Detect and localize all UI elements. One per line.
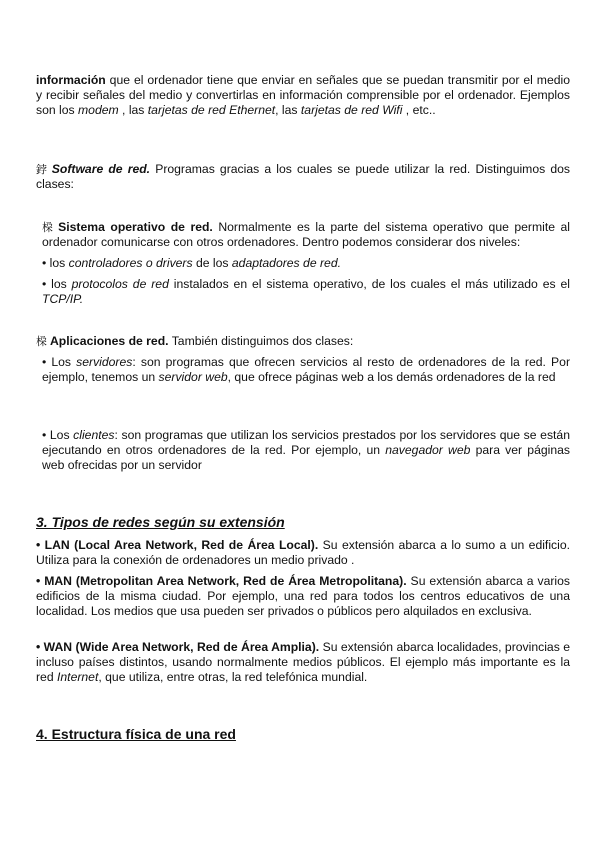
clients-text-2: para ver páginas web ofrecidas por un servidor xyxy=(42,443,570,472)
servers-italic-web: servidor web xyxy=(158,370,228,384)
bullet-glyph-icon: 桗 xyxy=(36,335,47,348)
man-heading: • MAN (Metropolitan Area Network, Red de Área Metropolitana). xyxy=(36,574,407,588)
apps-clients-bullet xyxy=(42,428,570,473)
clients-italic-browser: navegador web xyxy=(385,443,471,457)
intro-text-4: , etc.. xyxy=(402,103,436,117)
lan-paragraph xyxy=(36,538,570,568)
lan-heading: • LAN (Local Area Network, Red de Área Local). xyxy=(36,538,319,552)
intro-italic-wifi: tarjetas de red Wifi xyxy=(300,103,403,117)
software-text: Programas gracias a los cuales se puede utilizar la red. Distinguimos dos clases: xyxy=(36,162,570,191)
wan-text: Su extensión abarca localidades, provincias e incluso países distintos, usando normalmente medios públicos. El ejemplo más importante es la red xyxy=(36,640,570,684)
wan-italic-internet: Internet xyxy=(57,670,99,684)
intro-text-3: , las xyxy=(275,103,301,117)
so-bullet-1-italic-2: adaptadores de red. xyxy=(231,256,341,270)
so-bullet-1 xyxy=(42,256,570,271)
clients-pre: • Los xyxy=(42,428,74,442)
software-paragraph xyxy=(36,162,570,192)
wan-paragraph xyxy=(36,640,570,685)
so-bullet-2-pre: • los xyxy=(42,277,72,291)
intro-bold: información xyxy=(36,73,106,87)
so-bullet-2 xyxy=(42,277,570,307)
intro-italic-ethernet: tarjetas de red Ethernet xyxy=(147,103,276,117)
servers-italic: servidores xyxy=(76,355,133,369)
so-bullet-2-italic-1: protocolos de red xyxy=(71,277,169,291)
so-bullet-1-mid: de los xyxy=(192,256,232,270)
wan-text-2: , que utiliza, entre otras, la red telefónica mundial. xyxy=(98,670,368,684)
servers-text-1: : son programas que ofrecen servicios al resto de ordenadores de la red. Por ejemplo, tenemos un xyxy=(42,355,570,384)
so-bullet-1-italic-1: controladores o drivers xyxy=(68,256,193,270)
so-text: Normalmente es la parte del sistema operativo que permite al ordenador comunicarse con otros ordenadores. Dentro podemos considerar dos niveles: xyxy=(42,220,571,249)
section-3-title: 3. Tipos de redes según su extensión xyxy=(36,514,285,530)
apps-servers-bullet xyxy=(42,355,570,385)
bullet-glyph-icon: 鋍 xyxy=(36,163,49,176)
wan-heading: • WAN (Wide Area Network, Red de Área Amplia). xyxy=(36,640,320,654)
so-paragraph xyxy=(42,220,570,250)
servers-text-2: , que ofrece páginas web a los demás ordenadores de la red xyxy=(227,370,556,384)
so-bullet-2-italic-2: TCP/IP. xyxy=(42,292,84,306)
man-text: Su extensión abarca a varios edificios de la misma ciudad. Por ejemplo, una red para todos los centros educativos de una localidad. Los medios que usa pueden ser privados o públicos pero alquilados en exclusiva. xyxy=(36,574,570,618)
so-bullet-2-mid: instalados en el sistema operativo, de los cuales el más utilizado es el xyxy=(168,277,570,291)
intro-italic-modem: modem xyxy=(78,103,119,117)
apps-text: También distinguimos dos clases: xyxy=(168,334,354,348)
man-paragraph xyxy=(36,574,570,619)
servers-pre: • Los xyxy=(42,355,77,369)
clients-italic: clientes xyxy=(73,428,115,442)
software-heading: Software de red. xyxy=(51,162,151,176)
intro-text-1: que el ordenador tiene que enviar en señales que se puedan transmitir por el medio y recibir señales del medio y convertirlas en información comprensible por el ordenador. Ejemplos son los xyxy=(36,73,570,117)
intro-paragraph xyxy=(36,73,570,118)
apps-heading: Aplicaciones de red. xyxy=(50,334,169,348)
so-heading: Sistema operativo de red. xyxy=(58,220,213,234)
bullet-glyph-icon: 桗 xyxy=(42,221,56,234)
apps-paragraph xyxy=(36,334,570,349)
clients-text-1: : son programas que utilizan los servicios prestados por los servidores que se están ejecutando en otros ordenadores de la red. Por ejemplo, un xyxy=(42,428,570,457)
section-4-title: 4. Estructura física de una red xyxy=(36,726,236,742)
so-bullet-1-pre: • los xyxy=(42,256,69,270)
intro-text-2: , las xyxy=(118,103,148,117)
lan-text: Su extensión abarca a lo sumo a un edificio. Utiliza para la conexión de ordenadores un medio privado . xyxy=(36,538,570,567)
